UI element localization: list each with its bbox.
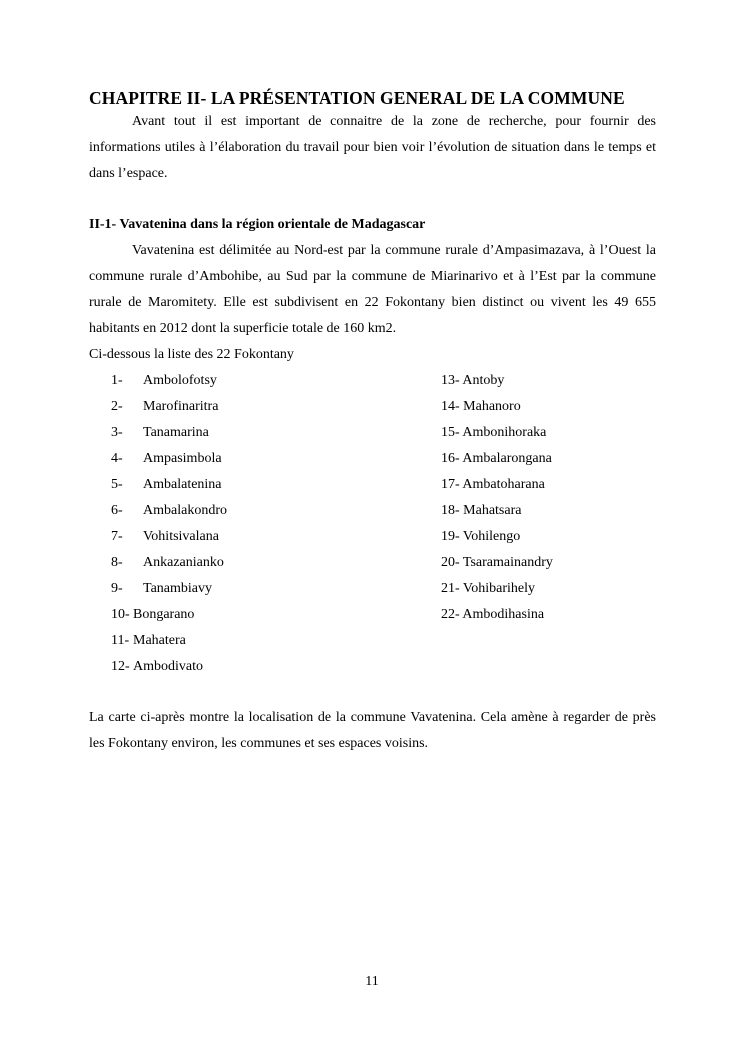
list-item-name: Mahatera: [133, 633, 186, 648]
list-item-name: Ambolofotsy: [143, 373, 217, 388]
list-item: [111, 472, 227, 498]
section-title: II-1- Vavatenina dans la région orientale de Madagascar: [89, 217, 426, 232]
list-item: [111, 368, 227, 394]
list-item-name: Ambalakondro: [143, 503, 227, 518]
list-item-number: 7-: [111, 529, 123, 544]
list-item-number: 4-: [111, 451, 123, 466]
list-item: 14- Mahanoro: [441, 399, 521, 414]
list-item-number: 6-: [111, 503, 123, 518]
list-item: [111, 628, 227, 654]
list-item: [111, 602, 227, 628]
list-item-name: Bongarano: [133, 607, 195, 622]
list-item-name: Tanambiavy: [143, 581, 212, 596]
list-item-number: 9-: [111, 581, 123, 596]
list-item: [111, 446, 227, 472]
document-page: [89, 87, 656, 757]
list-item-number: 12-: [111, 659, 130, 674]
list-item-name: Vohitsivalana: [143, 529, 219, 544]
list-item: 17- Ambatoharana: [441, 477, 545, 492]
list-item: [111, 654, 227, 680]
list-item: 13- Antoby: [441, 373, 505, 388]
list-item-number: 1-: [111, 373, 123, 388]
list-item: 21- Vohibarihely: [441, 581, 535, 596]
list-item: [111, 394, 227, 420]
list-item: 18- Mahatsara: [441, 503, 522, 518]
list-item: 16- Ambalarongana: [441, 451, 552, 466]
fokontany-list: [89, 368, 656, 680]
list-item: 22- Ambodihasina: [441, 607, 545, 622]
list-item-number: 10-: [111, 607, 130, 622]
list-item: 15- Ambonihoraka: [441, 425, 547, 440]
closing-paragraph: La carte ci-après montre la localisation de la commune Vavatenina. Cela amène à regarder de près les Fokontany environ, les communes et ses espaces voisins.: [89, 710, 656, 751]
list-item-name: Ambalatenina: [143, 477, 222, 492]
list-item: 20- Tsaramainandry: [441, 555, 553, 570]
section-paragraph: Vavatenina est délimitée au Nord-est par la commune rurale d’Ampasimazava, à l’Ouest la commune rurale d’Ambohibe, au Sud par la commune de Miarinarivo et à l’Est par la commune rurale de Maromitety. Elle est subdivisent en 22 Fokontany bien distinct ou vivent les 49 655 habitants en 2012 dont la superficie totale de 160 km2.: [89, 243, 656, 336]
intro-paragraph: Avant tout il est important de connaitre de la zone de recherche, pour fournir des informations utiles à l’élaboration du travail pour bien voir l’évolution de situation dans le temps et dans l’espace.: [89, 114, 656, 181]
list-item: [111, 550, 227, 576]
list-intro: Ci-dessous la liste des 22 Fokontany: [89, 347, 294, 362]
list-item: [111, 576, 227, 602]
list-item: [111, 420, 227, 446]
list-item: [111, 524, 227, 550]
chapter-title: CHAPITRE II- LA PRÉSENTATION GENERAL DE LA COMMUNE: [89, 88, 625, 108]
list-item-name: Marofinaritra: [143, 399, 219, 414]
fokontany-list-right: [441, 368, 553, 628]
list-item-name: Ambodivato: [133, 659, 203, 674]
fokontany-list-left: [111, 368, 227, 680]
list-item-number: 2-: [111, 399, 123, 414]
page-number: 11: [365, 974, 379, 989]
list-item-number: 11-: [111, 633, 130, 648]
list-item-number: 8-: [111, 555, 123, 570]
list-item-number: 5-: [111, 477, 123, 492]
list-item: 19- Vohilengo: [441, 529, 521, 544]
list-item-name: Tanamarina: [143, 425, 209, 440]
list-item-name: Ankazanianko: [143, 555, 224, 570]
list-item-number: 3-: [111, 425, 123, 440]
list-item: [111, 498, 227, 524]
list-item-name: Ampasimbola: [143, 451, 222, 466]
